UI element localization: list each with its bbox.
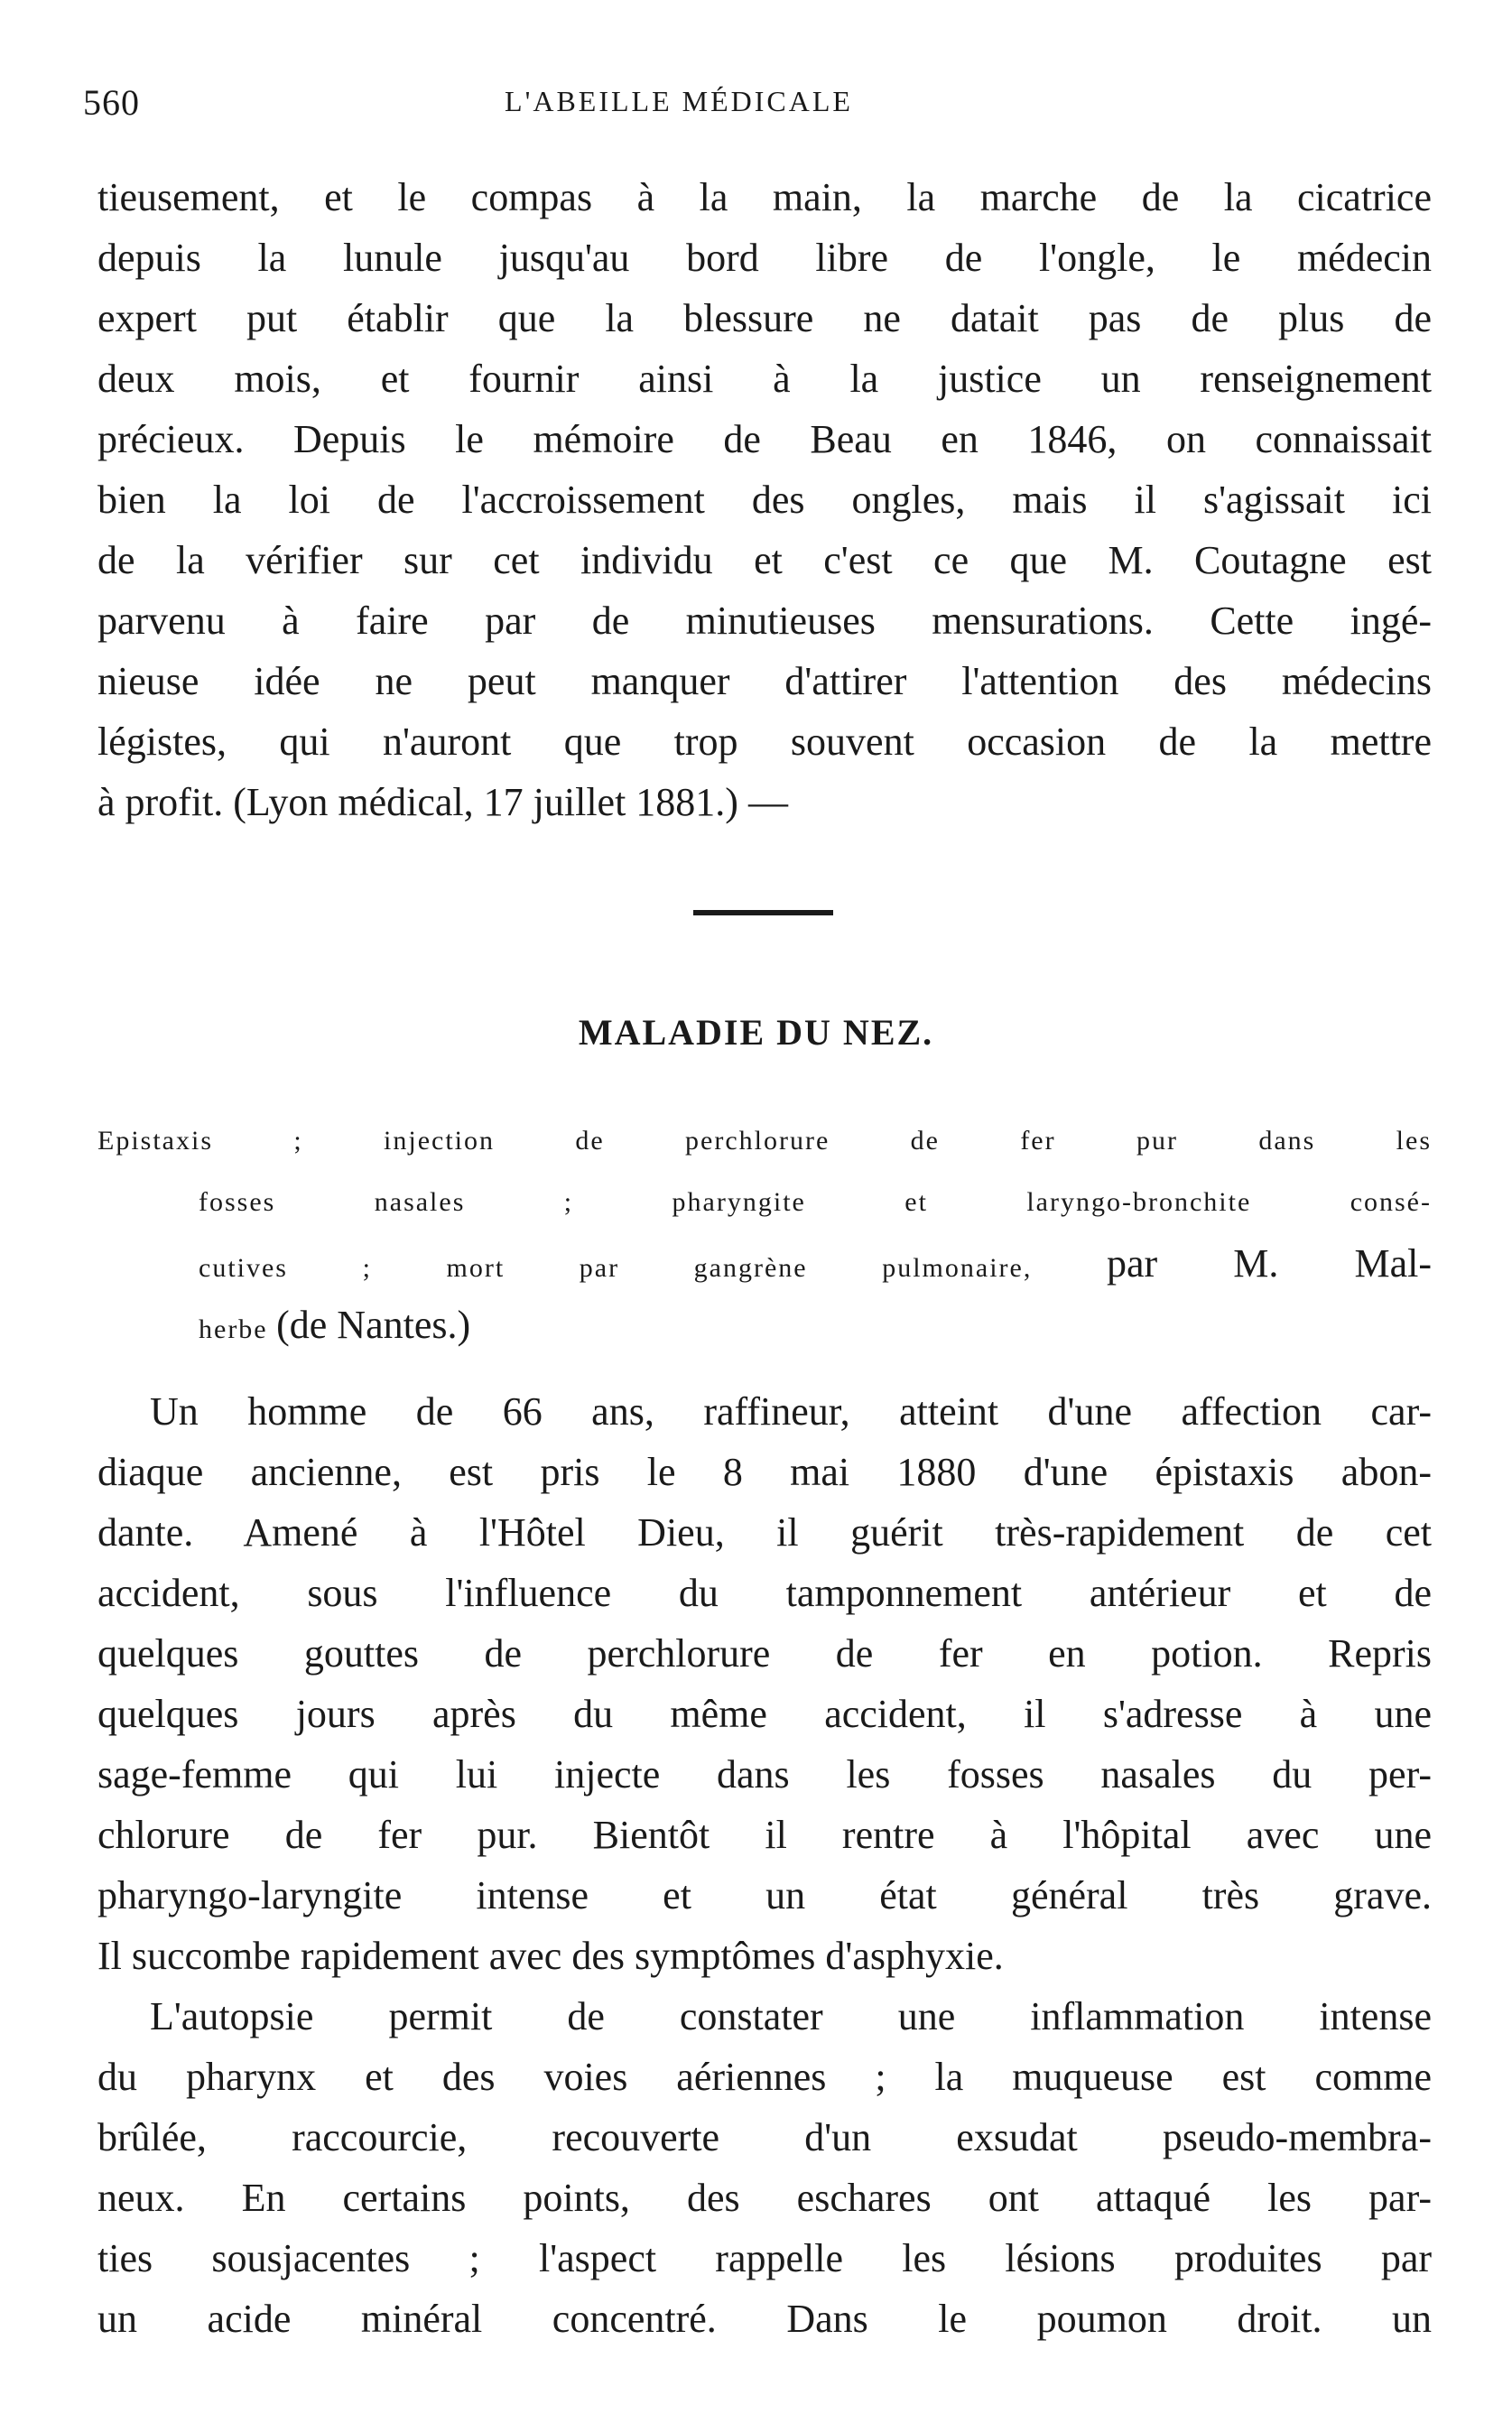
page-number: 560 <box>83 82 140 123</box>
text-line: ties sousjacentes ; l'aspect rappelle les lésions produites par <box>97 2236 1432 2280</box>
text-line: du pharynx et des voies aériennes ; la muqueuse est comme <box>97 2055 1432 2099</box>
subtitle-line <box>97 1233 1432 1295</box>
subtitle-line <box>97 1172 1432 1233</box>
text-line: diaque ancienne, est pris le 8 mai 1880 d'une épistaxis abon- <box>97 1450 1432 1494</box>
text-line: neux. En certains points, des eschares ont attaqué les par- <box>97 2176 1432 2220</box>
section-subtitle <box>97 1110 1432 1356</box>
subtitle-author-prefix: par M. Mal- <box>1106 1241 1432 1286</box>
text-line: nieuse idée ne peut manquer d'attirer l'attention des médecins <box>97 659 1432 703</box>
text-line: quelques gouttes de perchlorure de fer en potion. Repris <box>97 1631 1432 1676</box>
text-line: dante. Amené à l'Hôtel Dieu, il guérit très-rapidement de cet <box>97 1510 1432 1555</box>
text-line: Un homme de 66 ans, raffineur, atteint d'une affection car- <box>150 1389 1432 1434</box>
text-line: un acide minéral concentré. Dans le poumon droit. un <box>97 2297 1432 2341</box>
text-line: sage-femme qui lui injecte dans les fosses nasales du per- <box>97 1752 1432 1797</box>
text-line: Il succombe rapidement avec des symptômes d'asphyxie. <box>97 1934 1004 1978</box>
subtitle-author-suffix: (de Nantes.) <box>276 1303 471 1347</box>
journal-title: L'ABEILLE MÉDICALE <box>505 85 853 117</box>
subtitle-line <box>97 1295 1432 1356</box>
text-line: quelques jours après du même accident, il s'adresse à une <box>97 1692 1432 1736</box>
subtitle-text: cutives ; mort par gangrène pulmonaire, <box>199 1253 1033 1283</box>
subtitle-text: herbe <box>199 1314 268 1344</box>
section-divider <box>693 910 833 915</box>
text-line: bien la loi de l'accroissement des ongles, mais il s'agissait ici <box>97 478 1432 522</box>
paragraph-1 <box>97 167 1432 832</box>
text-line: chlorure de fer pur. Bientôt il rentre à l'hôpital avec une <box>97 1813 1432 1857</box>
subtitle-text: Epistaxis ; injection de perchlorure de fer pur dans les <box>97 1126 1432 1156</box>
text-line: deux mois, et fournir ainsi à la justice un renseignement <box>97 357 1432 401</box>
text-line: tieusement, et le compas à la main, la marche de la cicatrice <box>97 175 1432 219</box>
text-line: brûlée, raccourcie, recouverte d'un exsudat pseudo-membra- <box>97 2115 1432 2159</box>
text-line: de la vérifier sur cet individu et c'est ce que M. Coutagne est <box>97 538 1432 582</box>
body-text <box>97 1381 1432 2349</box>
subtitle-text: fosses nasales ; pharyngite et laryngo-bronchite consé- <box>199 1187 1432 1217</box>
subtitle-line <box>97 1110 1432 1172</box>
running-header <box>83 81 1419 135</box>
text-line: parvenu à faire par de minutieuses mensurations. Cette ingé- <box>97 599 1432 643</box>
text-line: L'autopsie permit de constater une inflammation intense <box>150 1994 1432 2038</box>
text-line: précieux. Depuis le mémoire de Beau en 1846, on connaissait <box>97 417 1432 461</box>
text-line: depuis la lunule jusqu'au bord libre de l'ongle, le médecin <box>97 236 1432 280</box>
text-line: à profit. (Lyon médical, 17 juillet 1881.) — <box>97 780 788 824</box>
text-line: pharyngo-laryngite intense et un état général très grave. <box>97 1873 1432 1917</box>
text-line: accident, sous l'influence du tamponnement antérieur et de <box>97 1571 1432 1615</box>
text-line: légistes, qui n'auront que trop souvent occasion de la mettre <box>97 720 1432 764</box>
text-line: expert put établir que la blessure ne datait pas de plus de <box>97 296 1432 340</box>
section-title: MALADIE DU NEZ. <box>578 1012 934 1053</box>
